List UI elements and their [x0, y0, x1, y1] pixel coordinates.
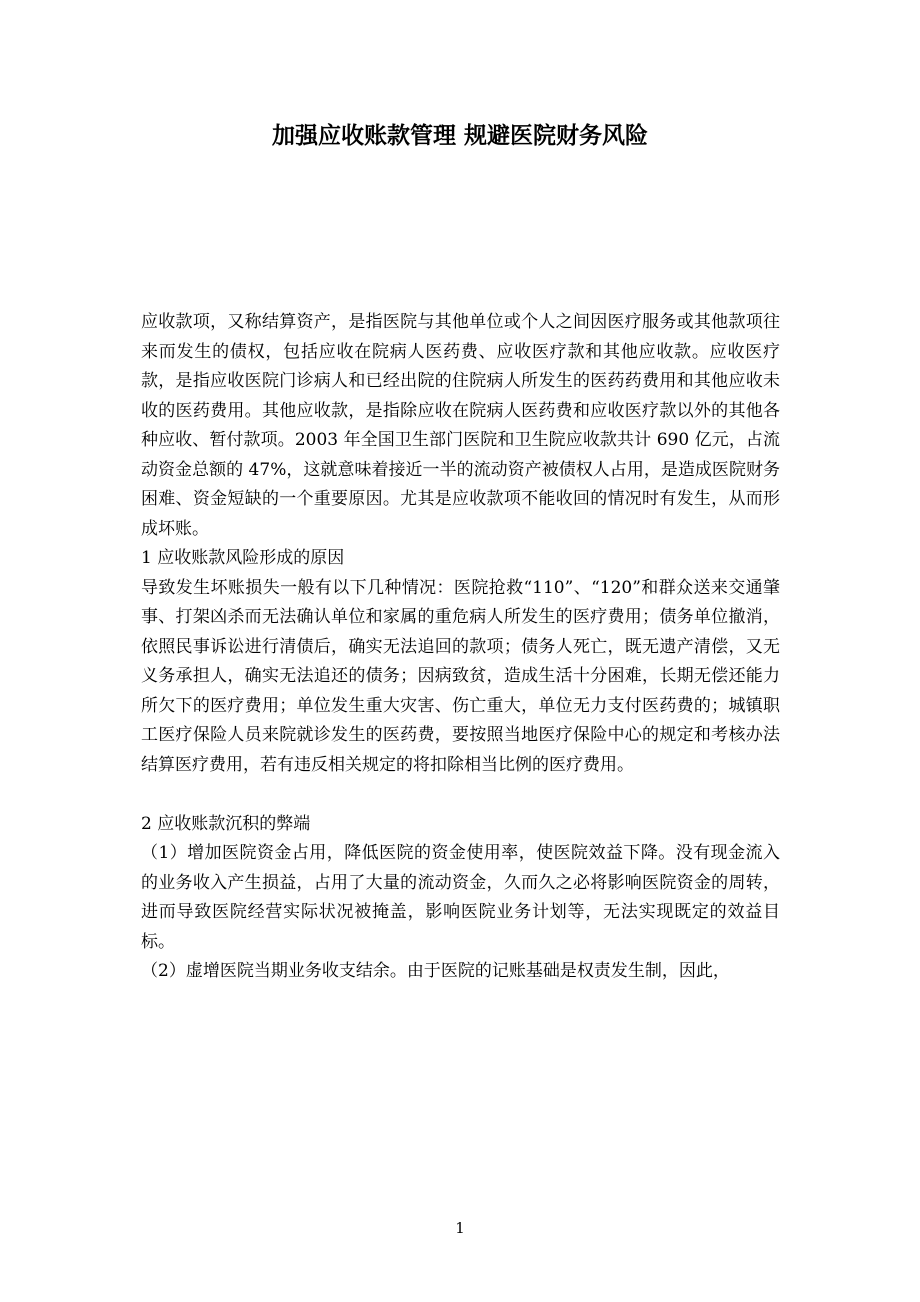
intro-paragraph: 应收款项，又称结算资产，是指医院与其他单位或个人之间因医疗服务或其他款项往来而发生的债权，包括应收在院病人医药费、应收医疗款和其他应收款。应收医疗款，是指应收医院门诊病人和已经出院的住院病人所发生的医药药费用和其他应收未收的医药费用。其他应收款，是指除应收在院病人医药费和应收医疗款以外的其他各种应收、暂付款项。2003 年全国卫生部门医院和卫生院应收款共计 690 亿元，占流动资金总额的 47%，这就意味着接近一半的流动资产被债权人占用，是造成医院财务困难、资金短缺的一个重要原因。尤其是应收款项不能收回的情况时有发生，从而形成坏账。	[141, 312, 780, 539]
section-2-heading: 2 应收账款沉积的弊端	[141, 813, 311, 834]
paragraph-spacer	[141, 780, 780, 810]
document-body	[141, 308, 780, 987]
section-2-item-2: （2）虚增医院当期业务收支结余。由于医院的记账基础是权责发生制，因此，	[141, 961, 730, 981]
section-1-paragraph: 导致发生坏账损失一般有以下几种情况：医院抢救“110”、“120”和群众送来交通肇事、打架凶杀而无法确认单位和家属的重危病人所发生的医疗费用；债务单位撤消，依照民事诉讼进行清债后，确实无法追回的款项；债务人死亡，既无遗产清偿，又无义务承担人，确实无法追还的债务；因病致贫，造成生活十分困难，长期无偿还能力所欠下的医疗费用；单位发生重大灾害、伤亡重大，单位无力支付医药费的；城镇职工医疗保险人员来院就诊发生的医药费，要按照当地医疗保险中心的规定和考核办法结算医疗费用，若有违反相关规定的将扣除相当比例的医疗费用。	[141, 577, 780, 775]
section-2-item-1: （1）增加医院资金占用，降低医院的资金使用率，使医院效益下降。没有现金流入的业务收入产生损益，占用了大量的流动资金，久而久之必将影响医院资金的周转，进而导致医院经营实际状况被掩盖，影响医院业务计划等，无法实现既定的效益目标。	[141, 843, 780, 952]
page-number: 1	[455, 1219, 465, 1237]
document-title: 加强应收账款管理 规避医院财务风险	[271, 123, 648, 149]
section-1-heading: 1 应收账款风险形成的原因	[141, 548, 345, 568]
